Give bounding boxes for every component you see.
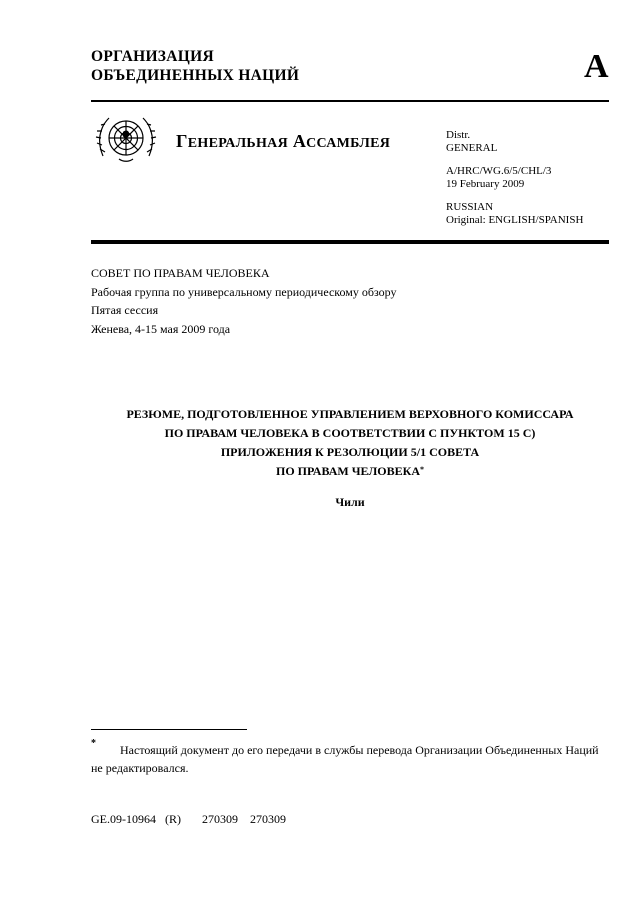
title-line2: ПО ПРАВАМ ЧЕЛОВЕКА В СООТВЕТСТВИИ С ПУНКТОМ 15 С)	[164, 426, 536, 440]
assembly-name-rest1: ЕНЕРАЛЬНАЯ	[187, 136, 288, 151]
org-name-line1: ОРГАНИЗАЦИЯ	[91, 48, 214, 65]
language-block	[446, 201, 583, 226]
symbol-date-block	[446, 165, 551, 190]
assembly-name-rest2: ССАМБЛЕЯ	[306, 136, 391, 151]
footnote-text: Настоящий документ до его передачи в службы перевода Организации Объединенных Наций не редактировался.	[91, 743, 599, 775]
distr-value: GENERAL	[446, 141, 498, 154]
session-info	[91, 264, 397, 338]
session-number: Пятая сессия	[91, 303, 159, 317]
un-emblem-icon	[95, 112, 157, 166]
document-date: 19 February 2009	[446, 177, 525, 190]
distr-label: Distr.	[446, 129, 471, 141]
assembly-name	[176, 131, 390, 152]
council-name: СОВЕТ ПО ПРАВАМ ЧЕЛОВЕКА	[91, 266, 270, 280]
place-date: Женева, 4-15 мая 2009 года	[91, 321, 231, 336]
title-line4: ПО ПРАВАМ ЧЕЛОВЕКА	[275, 464, 420, 478]
title-footnote-mark: *	[420, 465, 424, 474]
document-language: RUSSIAN	[446, 201, 494, 213]
original-language: Original: ENGLISH/SPANISH	[446, 213, 584, 226]
document-title	[91, 405, 609, 481]
assembly-name-cap2: А	[292, 131, 307, 151]
country-name: Чили	[335, 495, 365, 509]
footnote-mark: *	[91, 738, 96, 749]
assembly-name-cap1: Г	[176, 131, 188, 151]
org-name-line2: ОБЪЕДИНЕННЫХ НАЦИЙ	[91, 67, 300, 84]
organization-name	[91, 47, 299, 85]
document-symbol-letter: A	[584, 48, 609, 85]
title-line1: РЕЗЮМЕ, ПОДГОТОВЛЕННОЕ УПРАВЛЕНИЕМ ВЕРХОВНОГО КОМИССАРА	[126, 407, 574, 421]
document-job-number: GE.09-10964 (R) 270309 270309	[91, 812, 286, 826]
title-line4-wrap	[91, 462, 609, 481]
title-line3: ПРИЛОЖЕНИЯ К РЕЗОЛЮЦИИ 5/1 СОВЕТА	[220, 445, 480, 459]
document-code: A/HRC/WG.6/5/CHL/3	[446, 165, 552, 177]
distribution-block	[446, 129, 497, 154]
header-bottom-rule	[91, 240, 609, 244]
header-top-rule	[91, 100, 609, 102]
footnote-separator	[91, 729, 247, 730]
working-group: Рабочая группа по универсальному периодическому обзору	[91, 284, 397, 299]
